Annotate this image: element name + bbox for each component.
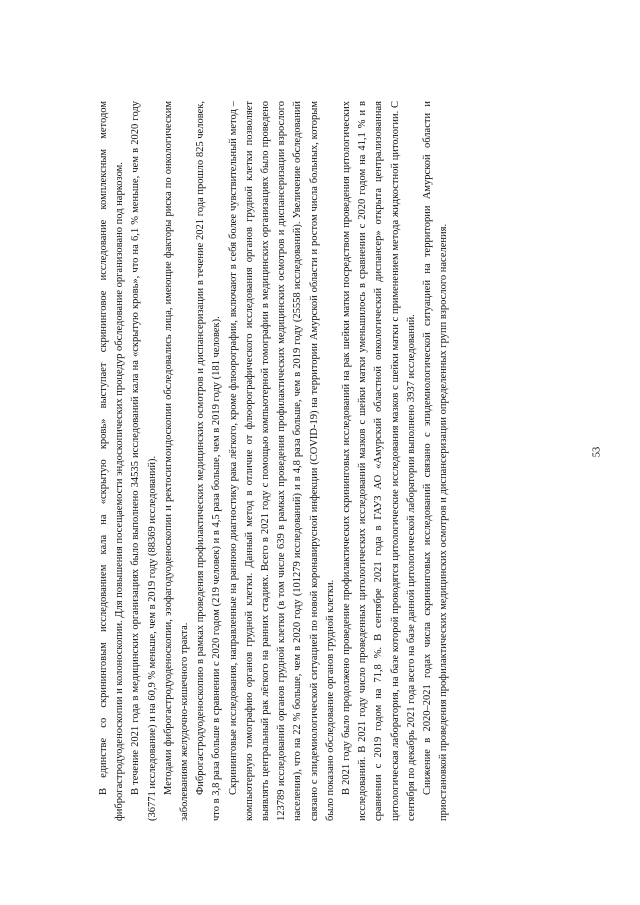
paragraph-fgds: Фиброгастродуоденоскопию в рамках проведения профилактических медицинских осмотров и диспансеризации в течение 2021 года прошло 825 человек, что в 3,8 раза больше в сравнении с 2020 годом (219 человек) и в 4,5 раза больше, чем в 2019 году (181 человек). (195, 101, 223, 821)
paragraph-lung-ct: Скрининговые исследования, направленные на раннюю диагностику рака лёгкого, кроме флюорографии, включают в себя более чувствительный метод – компьютерную томографию органов грудной клетки. Данный метод в отличие от флюорографического исследования органов грудной клетки позволяет выявлять центральный рак лёгкого на ранних стадиях. Всего в 2021 году с помощью компьютерной томографии в медицинских организациях было проведено 123789 исследований органов грудной клетки (в том числе 639 в рамках проведения профилактических медицинских осмотров и диспансеризации взрослого населения), что на 22 % больше, чем в 2020 году (101279 исследований) и в 4,8 раза больше, чем в 2019 году (25558 исследований). Увеличение обследований связано с эпидемиологической ситуацией по новой коронавирусной инфекции (COVID-19) на территории Амурской области и ростом числа больных, которым было показано обследование органов грудной клетки. (227, 101, 336, 821)
paragraph-cervical-cytology: В 2021 году было продолжено проведение профилактических скрининговых исследований на рак шейки матки посредством проведения цитологических исследований. В 2021 году число проведенных цитологических исследований мазков с шейки матки уменьшилось в сравнении с 2020 годом на 41,1 % и в сравнении с 2019 годом на 71,8 %. В сентябре 2021 года в ГАУЗ АО «Амурский областной онкологический диспансер» открыта централизованная цитологическая лаборатория, на базе которой проводятся цитологические исследования мазков с шейки матки с применением метода жидкостной цитологии. С сентября по декабрь 2021 года всего на базе данной цитологической лаборатории выполнено 3937 исследований. (341, 101, 417, 821)
paragraph-decrease: Снижение в 2020–2021 годах числа скрининговых исследований связано с эпидемиологической ситуацией на территории Амурской области и приостановкой проведения профилактических медицинских осмотров и диспансеризации определенных групп взрослого населения. (422, 101, 450, 821)
page-number: 53 (591, 446, 603, 458)
rotated-text-block (96, 101, 544, 821)
paragraph-methods: Методами фиброгастродуоденоскопии, эзофагодуоденоскопии и ректосигмоидоскопии обследовались лица, имеющие факторы риска по онкологическим заболеваниям желудочно-кишечного тракта. (162, 101, 191, 821)
paragraph-occult-blood: В течение 2021 года в медицинских организациях было выполнено 34535 исследований кала на «скрытую кровь», что на 6,1 % меньше, чем в 2020 году (36771 исследование) и на 60,9 % меньше, чем в 2019 году (88369 исследований). (130, 101, 158, 821)
paragraph-endoscopy-intro: В единстве со скрининговым исследованием кала на «скрытую кровь» выступает скрининговое исследование комплексным методом фиброгастродуоденоскопии и колоноскопии. Для повышения посещаемости эндоскопических процедур обследование организовано под наркозом. (98, 101, 126, 821)
